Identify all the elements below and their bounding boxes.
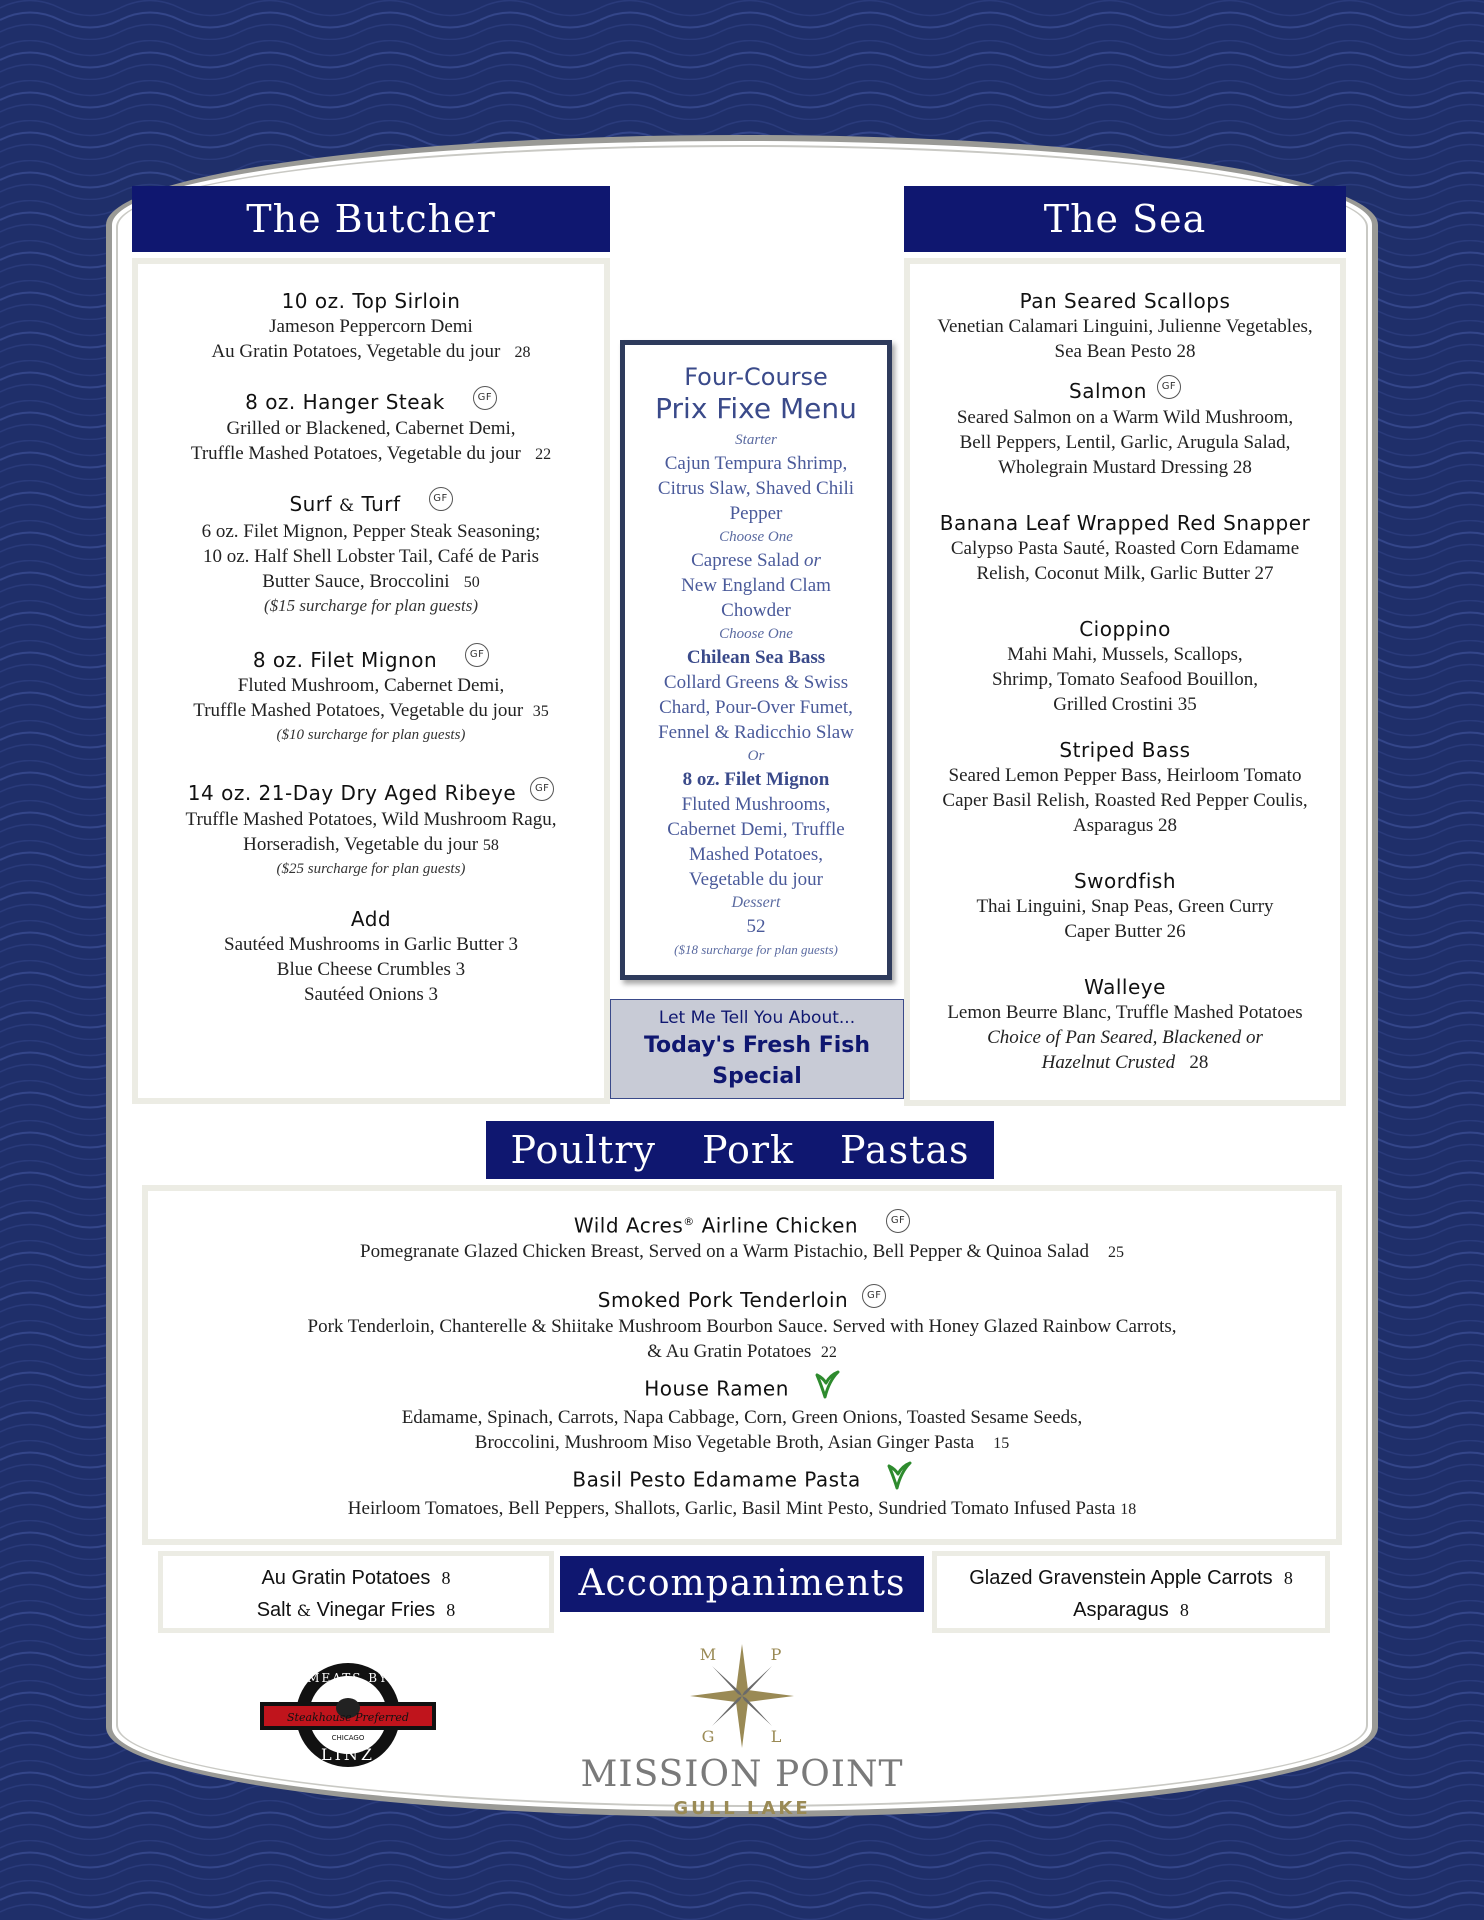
- item-desc: Asparagus 28: [1073, 814, 1177, 836]
- item-desc: Truffle Mashed Potatoes, Vegetable du jour 22: [190, 442, 552, 464]
- course-line: Caprese Salad or: [691, 550, 821, 571]
- registered-mark: ®: [683, 1215, 695, 1228]
- item-price: 50: [463, 573, 480, 591]
- accompaniments-title: Accompaniments: [578, 1563, 906, 1604]
- item-name: House Ramen: [644, 1376, 789, 1401]
- course-label: Starter: [735, 432, 777, 448]
- item-name: Banana Leaf Wrapped Red Snapper: [939, 510, 1311, 535]
- item-price: 25: [1107, 1244, 1124, 1262]
- item-desc: Horseradish, Vegetable du jour 58: [243, 833, 499, 855]
- menu-item-house-ramen: [148, 1375, 1336, 1456]
- item-price: 18: [1120, 1500, 1137, 1518]
- item-name: Smoked Pork Tenderloin: [597, 1288, 849, 1313]
- side-item: Glazed Gravenstein Apple Carrots 8: [969, 1567, 1293, 1589]
- course-line: Cabernet Demi, Truffle: [667, 819, 845, 840]
- item-desc: Seared Salmon on a Warm Wild Mushroom,: [956, 406, 1294, 428]
- course-line: Citrus Slaw, Shaved Chili: [657, 478, 855, 499]
- prix-fixe-price: 52: [746, 916, 766, 937]
- item-desc: Fluted Mushroom, Cabernet Demi,: [237, 675, 505, 696]
- gluten-free-icon: GF: [862, 1284, 886, 1308]
- item-desc: Truffle Mashed Potatoes, Vegetable du jour 35: [193, 700, 549, 721]
- menu-item-hanger-steak: [138, 389, 604, 467]
- vegetarian-leaf-icon: [814, 1369, 840, 1399]
- item-desc: Sea Bean Pesto 28: [1054, 341, 1196, 362]
- item-desc: Pomegranate Glazed Chicken Breast, Served on a Warm Pistachio, Bell Pepper & Quinoa Salad 25: [360, 1241, 1124, 1263]
- fresh-fish-special-box: [610, 999, 904, 1099]
- item-desc: Choice of Pan Seared, Blackened or: [987, 1026, 1263, 1048]
- sea-banner: [904, 186, 1346, 252]
- course-line: Chard, Pour-Over Fumet,: [659, 697, 853, 718]
- item-name-2: Airline Chicken: [701, 1213, 859, 1238]
- banner-word-poultry: Poultry: [510, 1128, 656, 1172]
- side-item: Salt & Vinegar Fries 8: [256, 1599, 456, 1621]
- course-label: Choose One: [719, 529, 793, 545]
- menu-item-red-snapper: [910, 510, 1340, 586]
- item-desc: Calypso Pasta Sauté, Roasted Corn Edamame: [950, 537, 1300, 559]
- item-desc: Thai Linguini, Snap Peas, Green Curry: [976, 895, 1274, 917]
- item-desc: & Au Gratin Potatoes 22: [647, 1340, 837, 1362]
- addon-line: Sautéed Onions 3: [303, 983, 439, 1005]
- item-desc: Relish, Coconut Milk, Garlic Butter 27: [976, 562, 1274, 584]
- fish-special-title-2: Special: [712, 1064, 802, 1089]
- item-desc: Edamame, Spinach, Carrots, Napa Cabbage, Corn, Green Onions, Toasted Sesame Seeds,: [401, 1406, 1083, 1428]
- gluten-free-icon: GF: [886, 1209, 910, 1233]
- item-price: 28: [1189, 1051, 1209, 1073]
- item-desc: Wholegrain Mustard Dressing 28: [998, 456, 1252, 478]
- main-course-name: 8 oz. Filet Mignon: [682, 769, 830, 790]
- item-name: Add: [350, 906, 392, 931]
- menu-item-salmon: [910, 378, 1340, 480]
- gluten-free-icon: GF: [465, 643, 489, 667]
- item-desc: Bell Peppers, Lentil, Garlic, Arugula Salad,: [959, 431, 1291, 453]
- item-desc: Pork Tenderloin, Chanterelle & Shiitake Mushroom Bourbon Sauce. Served with Honey Glazed Rainbow Carrots,: [307, 1315, 1177, 1337]
- item-name: Basil Pesto Edamame Pasta: [572, 1467, 861, 1492]
- item-price: 28: [514, 344, 531, 361]
- menu-item-pesto-pasta: [148, 1466, 1336, 1522]
- poultry-pork-pastas-banner: [486, 1121, 994, 1179]
- surcharge-note: ($15 surcharge for plan guests): [263, 595, 479, 615]
- course-line: Mashed Potatoes,: [688, 844, 824, 865]
- item-name: Swordfish: [1073, 868, 1177, 893]
- item-price: 35: [532, 703, 549, 720]
- vegetarian-leaf-icon: [886, 1460, 912, 1490]
- menu-item-pork-tenderloin: [148, 1287, 1336, 1365]
- course-line: Fluted Mushrooms,: [681, 794, 831, 815]
- sea-panel: [904, 258, 1346, 1106]
- ampersand: &: [338, 495, 355, 516]
- menu-item-airline-chicken: [148, 1209, 1336, 1265]
- side-item: Au Gratin Potatoes 8: [261, 1567, 451, 1589]
- linz-city-text: CHICAGO: [331, 1734, 365, 1742]
- gluten-free-icon: GF: [1157, 375, 1181, 399]
- item-price: 15: [993, 1434, 1010, 1452]
- poultry-panel: [142, 1185, 1342, 1545]
- item-desc: Truffle Mashed Potatoes, Wild Mushroom Ragu,: [185, 808, 557, 830]
- prix-fixe-title: Prix Fixe Menu: [655, 392, 857, 425]
- item-desc: Shrimp, Tomato Seafood Bouillon,: [992, 668, 1258, 690]
- item-desc: Venetian Calamari Linguini, Julienne Vegetables,: [937, 316, 1313, 337]
- banner-word-pork: Pork: [701, 1128, 795, 1172]
- menu-item-surf-turf: [138, 491, 604, 617]
- menu-item-swordfish: [910, 868, 1340, 944]
- item-name: Pan Seared Scallops: [1019, 289, 1231, 313]
- item-name: Wild Acres: [573, 1213, 684, 1238]
- item-desc: Caper Butter 26: [1064, 920, 1186, 942]
- item-name: Surf: [289, 491, 333, 516]
- side-price: 8: [1283, 1568, 1293, 1588]
- item-name: Salmon: [1069, 379, 1147, 403]
- item-desc: Lemon Beurre Blanc, Truffle Mashed Potatoes: [947, 1001, 1303, 1023]
- course-label: Or: [747, 748, 765, 764]
- butcher-banner: [132, 186, 610, 252]
- course-line: Vegetable du jour: [688, 869, 823, 890]
- item-desc: Hazelnut Crusted 28: [1041, 1051, 1209, 1073]
- surcharge-note: ($10 surcharge for plan guests): [276, 727, 466, 743]
- item-name: 8 oz. Hanger Steak: [245, 390, 445, 414]
- item-desc: Butter Sauce, Broccolini 50: [262, 570, 480, 592]
- banner-word-pastas: Pastas: [840, 1128, 970, 1172]
- item-name: 14 oz. 21-Day Dry Aged Ribeye: [187, 781, 517, 805]
- addon-line: Sautéed Mushrooms in Garlic Butter 3: [224, 933, 518, 955]
- item-desc: Au Gratin Potatoes, Vegetable du jour 28: [211, 341, 531, 362]
- side-price: 8: [1179, 1600, 1189, 1620]
- menu-item-scallops: [910, 288, 1340, 364]
- butcher-title: The Butcher: [246, 197, 496, 241]
- linz-bottom-text: LINZ: [320, 1745, 376, 1764]
- prix-fixe-subtitle: Four-Course: [684, 363, 828, 391]
- menu-item-filet-mignon: [138, 647, 604, 747]
- addon-line: Blue Cheese Crumbles 3: [276, 958, 466, 980]
- linz-top-text: MEATS BY: [307, 1671, 389, 1685]
- item-desc: 6 oz. Filet Mignon, Pepper Steak Seasoning;: [201, 520, 541, 542]
- course-label: Dessert: [731, 894, 781, 911]
- item-desc: Grilled or Blackened, Cabernet Demi,: [226, 417, 516, 439]
- accompaniments-left-panel: [158, 1551, 554, 1633]
- prix-fixe-box: [620, 340, 892, 980]
- course-line: Cajun Tempura Shrimp,: [664, 453, 848, 474]
- menu-item-walleye: [910, 974, 1340, 1075]
- item-name: 10 oz. Top Sirloin: [281, 289, 461, 313]
- compass-letter: M: [699, 1645, 717, 1664]
- accompaniments-banner: [560, 1556, 924, 1612]
- menu-item-top-sirloin: [138, 288, 604, 365]
- item-desc: Seared Lemon Pepper Bass, Heirloom Tomato: [948, 764, 1302, 786]
- gluten-free-icon: GF: [530, 777, 554, 801]
- accompaniments-right-panel: [932, 1551, 1330, 1633]
- course-line: Fennel & Radicchio Slaw: [658, 722, 854, 743]
- mission-point-compass-logo: [682, 1636, 802, 1756]
- course-line: Chowder: [721, 600, 791, 621]
- item-name: Walleye: [1084, 974, 1166, 999]
- main-course-name: Chilean Sea Bass: [686, 647, 826, 668]
- menu-item-ribeye: [138, 780, 604, 880]
- compass-letter: G: [701, 1727, 715, 1746]
- compass-letter: P: [770, 1645, 782, 1664]
- item-name: Cioppino: [1079, 616, 1171, 641]
- item-desc: Heirloom Tomatoes, Bell Peppers, Shallots, Garlic, Basil Mint Pesto, Sundried Tomato Infused Pasta 18: [347, 1497, 1137, 1519]
- side-price: 8: [441, 1568, 451, 1588]
- course-line: Pepper: [729, 503, 783, 524]
- item-price: 22: [820, 1343, 837, 1361]
- item-desc: Broccolini, Mushroom Miso Vegetable Broth, Asian Ginger Pasta 15: [474, 1431, 1010, 1453]
- butcher-panel: [132, 258, 610, 1104]
- side-price: 8: [446, 1600, 456, 1620]
- surcharge-note: ($18 surcharge for plan guests): [674, 942, 838, 957]
- item-name: Striped Bass: [1059, 737, 1191, 762]
- linz-mid-text: Steakhouse Preferred: [287, 1711, 409, 1724]
- fish-special-title: Today's Fresh Fish: [643, 1033, 871, 1058]
- menu-item-add-ons: [138, 906, 604, 1007]
- course-line: Collard Greens & Swiss: [663, 672, 849, 693]
- item-desc: Mahi Mahi, Mussels, Scallops,: [1007, 643, 1243, 665]
- gluten-free-icon: GF: [429, 487, 453, 511]
- menu-item-striped-bass: [910, 737, 1340, 838]
- item-desc: Grilled Crostini 35: [1053, 693, 1197, 715]
- compass-letter: L: [770, 1727, 782, 1746]
- item-name: 8 oz. Filet Mignon: [252, 647, 438, 672]
- course-label: Choose One: [719, 626, 793, 642]
- item-desc: Jameson Peppercorn Demi: [269, 316, 473, 337]
- gull-lake-name: GULL LAKE: [673, 1798, 811, 1819]
- course-line: New England Clam: [681, 575, 831, 596]
- meats-by-linz-logo: [258, 1660, 438, 1770]
- side-item: Asparagus 8: [1073, 1599, 1189, 1621]
- item-desc: 10 oz. Half Shell Lobster Tail, Café de Paris: [202, 545, 540, 567]
- item-price: 58: [482, 836, 499, 854]
- item-desc: Caper Basil Relish, Roasted Red Pepper Coulis,: [942, 789, 1308, 811]
- fish-special-intro: Let Me Tell You About...: [658, 1008, 856, 1028]
- surcharge-note: ($25 surcharge for plan guests): [276, 860, 466, 877]
- mission-point-name: MISSION POINT: [580, 1754, 904, 1795]
- item-name-2: Turf: [361, 491, 401, 516]
- gluten-free-icon: GF: [473, 386, 497, 410]
- sea-title: The Sea: [1043, 197, 1207, 241]
- item-price: 22: [535, 445, 552, 463]
- menu-item-cioppino: [910, 616, 1340, 717]
